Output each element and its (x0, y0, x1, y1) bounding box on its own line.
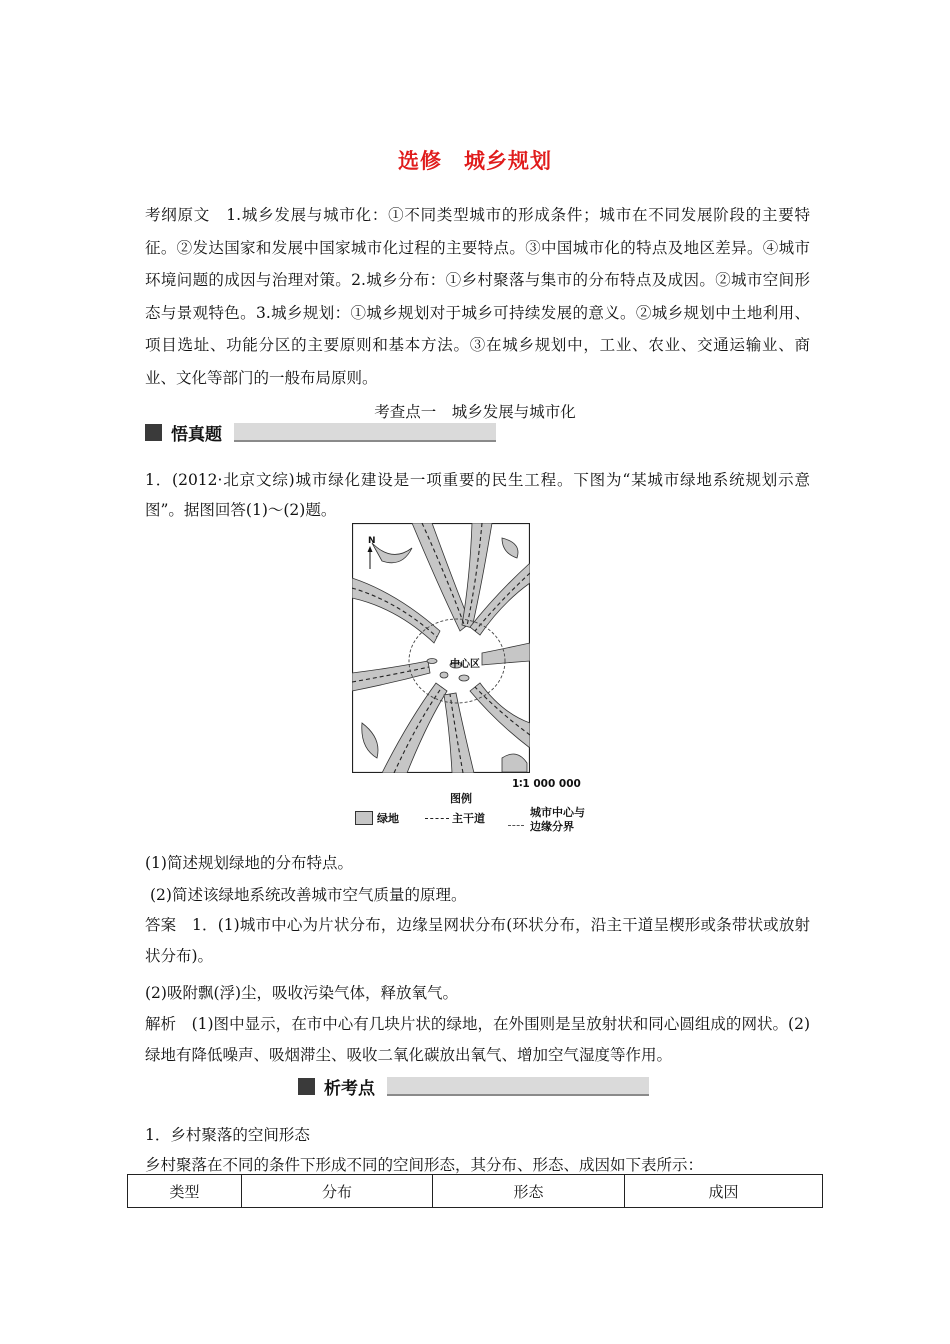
map-scale: 1∶1 000 000 (512, 778, 581, 790)
section-bar (387, 1077, 649, 1096)
table-header-cell: 分布 (242, 1175, 433, 1208)
legend-road-label: 主干道 (452, 812, 485, 825)
dashed-boundary-icon (508, 825, 524, 826)
section-square-icon (145, 424, 162, 441)
table-header-cell: 成因 (625, 1175, 823, 1208)
north-label: N (368, 536, 376, 546)
legend-road-item (425, 810, 485, 826)
section-bar (234, 423, 496, 442)
analysis-text: 解析 (1)图中显示，在市中心有几块片状的绿地，在外围则是呈放射状和同心圆组成的网状。(2)绿地有降低噪声、吸烟滞尘、吸收二氧化碳放出氧气、增加空气湿度等作用。 (145, 1015, 810, 1064)
sub-question-1: (1)简述规划绿地的分布特点。 (145, 854, 353, 872)
subheading-rural-settlement: 1．乡村聚落的空间形态 (145, 1126, 310, 1144)
legend-green-label: 绿地 (377, 812, 399, 825)
page-title: 选修 城乡规划 (398, 148, 552, 173)
legend-boundary-label-2: 边缘分界 (530, 820, 574, 833)
center-area-label: 中心区 (450, 659, 480, 670)
section-square-icon (298, 1078, 315, 1095)
section-header-analysis (298, 1074, 649, 1098)
section-header-real-questions (145, 420, 496, 444)
table-header-row (128, 1175, 823, 1208)
answer-text-2: (2)吸附飘(浮)尘，吸收污染气体，释放氧气。 (145, 984, 459, 1002)
dashed-road-icon (425, 818, 449, 819)
exam-point-heading: 考查点一 城乡发展与城市化 (374, 403, 576, 421)
settlement-table (127, 1174, 823, 1208)
sub-question-2: (2)简述该绿地系统改善城市空气质量的原理。 (150, 886, 467, 904)
legend-boundary-item (508, 806, 585, 834)
answer-text: 答案 1．(1)城市中心为片状分布，边缘呈网状分布(环状分布，沿主干道呈楔形或条带状或放射状分布)。 (145, 916, 810, 965)
section-label: 析考点 (324, 1078, 375, 1099)
legend-green-item (355, 810, 399, 826)
table-header-cell: 类型 (128, 1175, 242, 1208)
legend-boundary-label-1: 城市中心与 (530, 806, 585, 819)
green-swatch-icon (355, 811, 373, 825)
green-space-map (352, 523, 530, 773)
section-label: 悟真题 (171, 424, 222, 445)
question-text: 1．(2012·北京文综)城市绿化建设是一项重要的民生工程。下图为“某城市绿地系统规划示意图”。据图回答(1)～(2)题。 (145, 471, 810, 519)
syllabus-paragraph: 考纲原文 1.城乡发展与城市化：①不同类型城市的形成条件；城市在不同发展阶段的主要特征。②发达国家和发展中国家城市化过程的主要特点。③中国城市化的特点及地区差异。④城市环境问题的成因与治理对策。2.城乡分布：①乡村聚落与集市的分布特点及成因。②城市空间形态与景观特色。3.城乡规划：①城乡规划对于城乡可持续发展的意义。②城乡规划中土地利用、项目选址、功能分区的主要原则和基本方法。③在城乡规划中，工业、农业、交通运输业、商业、文化等部门的一般布局原则。 (145, 206, 810, 387)
table-intro: 乡村聚落在不同的条件下形成不同的空间形态，其分布、形态、成因如下表所示： (145, 1156, 704, 1174)
legend-title: 图例 (450, 792, 472, 805)
table-header-cell: 形态 (433, 1175, 625, 1208)
